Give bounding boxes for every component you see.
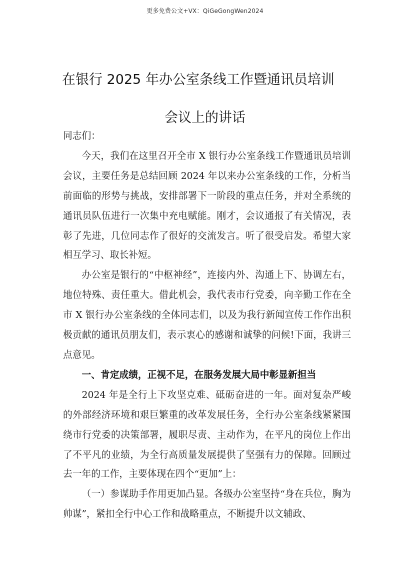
- section-heading-1: 一、肯定成绩，正视不足，在服务发展大局中彰显新担当: [81, 369, 317, 381]
- header-note: 更多免费公文+VX：QiGeGongWen2024: [146, 8, 264, 15]
- paragraph-intro: 今天，我们在这里召开全市 X 银行办公室条线工作暨通讯员培训会议，主要任务是总结回顾 2024 年以来办公室条线的工作，分析当前面临的形势与挑战，安排部署下一阶段的重点任务，并对全系统的通讯员队伍进行一次集中充电赋能。刚才，会议通报了有关情况，表彰了先进，几位同志作了很好的交流发言。听了很受启发。希望大家相互学习、取长补短。: [63, 150, 351, 262]
- paragraph-context: 办公室是银行的“中枢神经”，连接内外、沟通上下、协调左右，地位特殊、责任重大。借此机会，我代表市行党委，向辛勤工作在全市 X 银行办公室条线的全体同志们，以及为我行新闻宣传工作作出积极贡献的通讯员朋友们，表示衷心的感谢和诚挚的问候!下面，我讲三点意见。: [63, 270, 351, 361]
- paragraph-review: 2024 年是全行上下攻坚克难、砥砺奋进的一年。面对复杂严峻的外部经济环境和艰巨繁重的改革发展任务，全行办公室条线紧紧围绕市行党委的决策部署，履职尽责、主动作为，在平凡的岗位上作出了不平凡的业绩，为全行高质量发展提供了坚强有力的保障。回顾过去一年的工作，主要体现在四个“更加”上：: [63, 389, 351, 481]
- document-body: [63, 127, 351, 525]
- paragraph-subsection-1: （一）参谋助手作用更加凸显。各级办公室坚持“身在兵位，胸为帅谋”，紧扣全行中心工作和战略重点，不断提升以文辅政、: [63, 489, 351, 521]
- document-title-line-2: 会议上的讲话: [164, 110, 246, 126]
- salutation: 同志们：: [63, 131, 101, 142]
- document-title-line-1: 在银行 2025 年办公室条线工作暨通讯员培训: [62, 72, 335, 88]
